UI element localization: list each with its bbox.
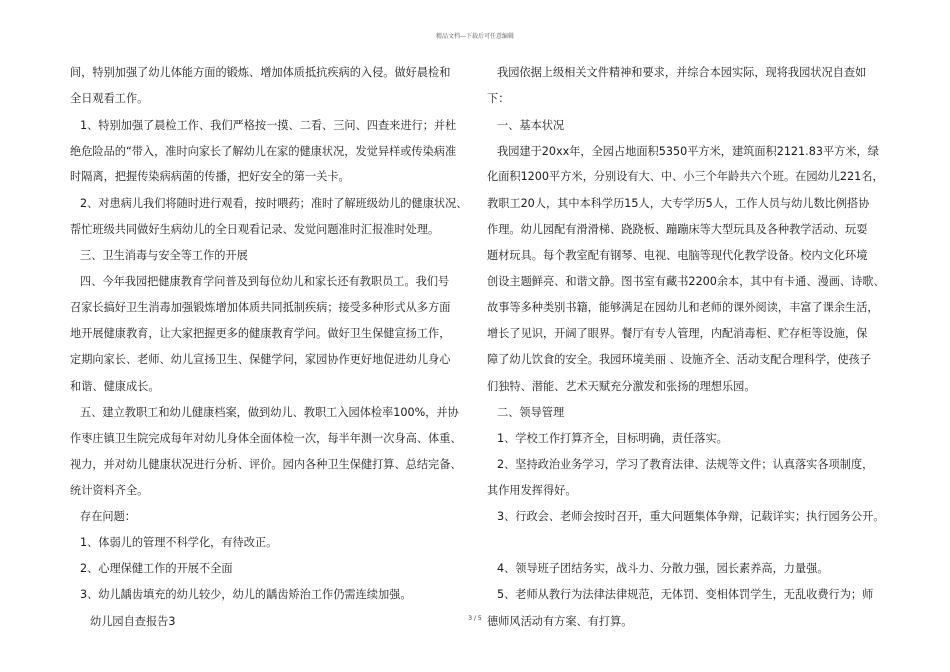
text-line: 帮忙班级共同做好生病幼儿的全日观看记录、发觉问题准时汇报准时处理。 [70, 223, 440, 236]
text-line: 下： [487, 92, 510, 105]
text-line: 四、今年我园把健康教育学问普及到每位幼儿和家长还有教职员工。我们号 [80, 275, 450, 288]
text-line: 视力，并对幼儿健康状况进行分析、评价。园内各种卫生保健打算、总结完备、 [70, 458, 462, 471]
report-title: 幼儿园自查报告3 [90, 615, 176, 628]
text-line: 题材玩具。每个教室配有钢琴、电视、电脑等现代化教学设备。校内文化环境 [487, 249, 868, 262]
text-line: 作理。幼儿园配有滑滑梯、跷跷板、蹦蹦床等大型玩具及各种教学活动、玩耍 [487, 223, 868, 236]
section-heading: 三、卫生消毒与安全等工作的开展 [80, 249, 248, 262]
text-line: 作枣庄镇卫生院完成每年对幼儿身体全面体检一次，每半年测一次身高、体重、 [70, 432, 462, 445]
text-line: 间，特别加强了幼儿体能方面的锻炼、增加体质抵抗疾病的入侵。做好晨检和 [70, 66, 451, 79]
text-line: 我园建于20xx年，全园占地面积5350平方米，建筑面积2121.83平方米，绿 [497, 145, 879, 158]
list-item: 5、老师从教行为法律法律规范，无体罚、变相体罚学生，无乱收费行为；师 [497, 588, 874, 601]
text-line: 召家长搞好卫生消毒加强锻炼增加体质共同抵制疾病；接受多种形式从多方面 [70, 301, 451, 314]
text-line: 统计资料齐全。 [70, 484, 149, 497]
list-item: 2、坚持政治业务学习，学习了教育法律、法规等文件；认真落实各项制度， [497, 458, 874, 471]
text-line: 创设主题鲜亮、和谐文静。图书室有藏书2200余本，其中有卡通、漫画、诗歌、 [487, 275, 885, 288]
list-item: 1、体弱儿的管理不科学化，有待改正。 [80, 536, 278, 549]
section-heading: 一、基本状况 [497, 119, 565, 132]
section-heading: 存在问题： [80, 510, 136, 523]
text-line: 和谐、健康成长。 [70, 380, 160, 393]
page-header: 精品文档---下载后可任意编辑 [435, 33, 515, 40]
section-heading: 二、领导管理 [497, 406, 565, 419]
text-line: 化面积1200平方米，分别设有大、中、小三个年龄共六个班。在园幼儿221名， [487, 170, 884, 183]
text-line: 地开展健康教育，让大家把握更多的健康教育学问。做好卫生保健宣扬工作， [70, 327, 451, 340]
text-line: 其作用发挥得好。 [487, 484, 577, 497]
text-line: 定期向家长、老师、幼儿宣扬卫生、保健学问，家园协作更好地促进幼儿身心 [70, 353, 451, 366]
text-line: 障了幼儿饮食的安全。我园环境美丽 、设施齐全、活动支配合理科学，使孩子 [487, 353, 871, 366]
text-line: 五、建立教职工和幼儿健康档案，做到幼儿、教职工入园体检率100%，并协 [80, 406, 459, 419]
text-line: 时隔离，把握传染病病菌的传播，把好安全的第一关卡。 [70, 170, 350, 183]
text-line: 1、特别加强了晨检工作、我们严格按一摸、二看、三问、四查来进行；并杜 [80, 119, 457, 132]
text-line: 们独特、潜能、艺术天赋充分激发和张扬的理想乐园。 [487, 380, 756, 393]
list-item: 2、心理保健工作的开展不全面 [80, 562, 233, 575]
text-line: 绝危险品的“带入，准时向家长了解幼儿在家的健康状况，发觉异样或传染病准 [70, 145, 457, 158]
text-line: 2、对患病儿我们将随时进行观看，按时喂药；准时了解班级幼儿的健康状况、 [80, 197, 468, 210]
text-line: 教职工20人，其中本科学历15人，大专学历5人，工作人员与幼儿数比例搭协 [487, 197, 870, 210]
page-number: 3 / 5 [468, 615, 482, 622]
list-item: 3、行政会、老师会按时召开，重大问题集体争辩，记载详实；执行园务公开。 [497, 510, 885, 523]
text-line: 德师风活动有方案、有打算。 [487, 615, 633, 628]
list-item: 3、幼儿龋齿填充的幼儿较少，幼儿的龋齿矫治工作仍需连续加强。 [80, 588, 412, 601]
text-line: 我园依据上级相关文件精神和要求，并综合本园实际，现将我园状况自查如 [497, 66, 867, 79]
text-line: 故事等多种类别书籍，能够满足在园幼儿和老师的课外阅读，丰富了课余生活， [487, 301, 879, 314]
list-item: 4、领导班子团结务实，战斗力、分散力强，园长素养高，力量强。 [497, 562, 829, 575]
text-line: 增长了见识，开阔了眼界。餐厅有专人管理，内配消毒柜、贮存柜等设施，保 [487, 327, 868, 340]
list-item: 1、学校工作打算齐全，目标明确，责任落实。 [497, 432, 728, 445]
text-line: 全日观看工作。 [70, 92, 149, 105]
